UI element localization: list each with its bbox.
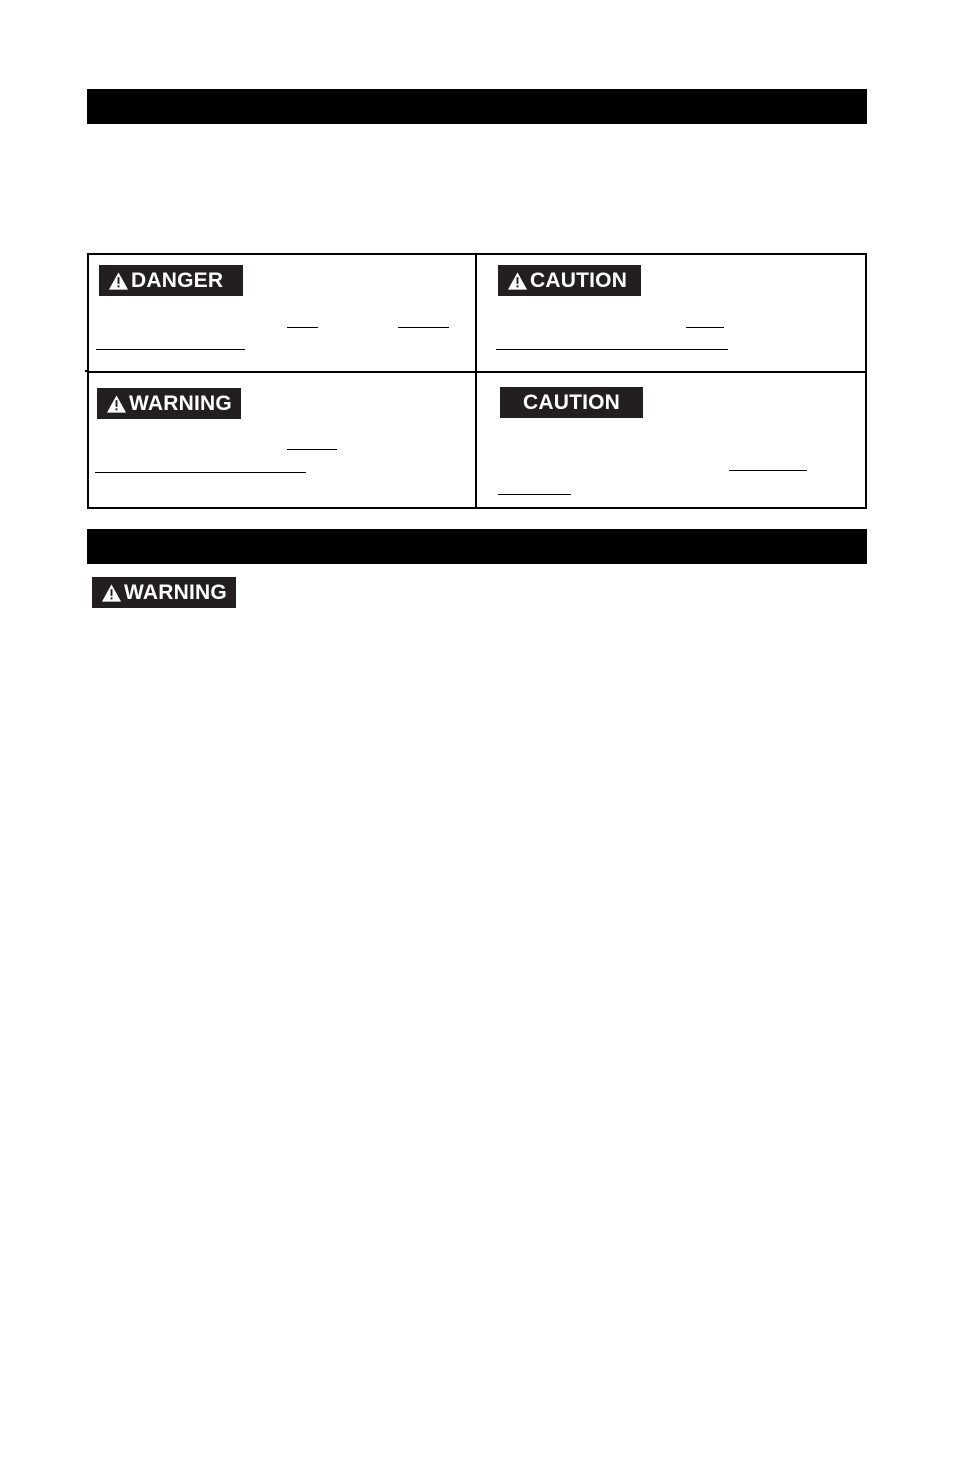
caution-no-icon-badge (500, 387, 643, 418)
warning-label: WARNING (124, 581, 227, 604)
underline-rule (398, 327, 449, 328)
underline-rule (287, 449, 337, 450)
caution-label: CAUTION (530, 269, 628, 292)
underline-rule (686, 327, 724, 328)
danger-label: DANGER (131, 269, 224, 292)
underline-rule (95, 472, 306, 473)
underline-rule (729, 470, 807, 471)
alert-triangle-icon (101, 583, 122, 603)
alert-triangle-icon (106, 394, 127, 414)
caution-badge (498, 265, 641, 296)
underline-rule (287, 327, 318, 328)
warning-badge (97, 388, 241, 419)
underline-rule (498, 494, 571, 495)
caution-plain-label: CAUTION (522, 391, 621, 414)
table-divider-vertical (475, 255, 477, 507)
warning-label: WARNING (129, 392, 232, 415)
section-header-bar (87, 89, 867, 124)
underline-rule (496, 349, 728, 350)
section-header-bar (87, 529, 867, 564)
table-edge-mark (85, 370, 88, 372)
alert-triangle-icon (507, 271, 528, 291)
underline-rule (96, 349, 245, 350)
table-divider-horizontal (89, 371, 865, 373)
danger-badge (99, 265, 243, 296)
alert-triangle-icon (108, 271, 129, 291)
warning-badge (92, 577, 236, 608)
